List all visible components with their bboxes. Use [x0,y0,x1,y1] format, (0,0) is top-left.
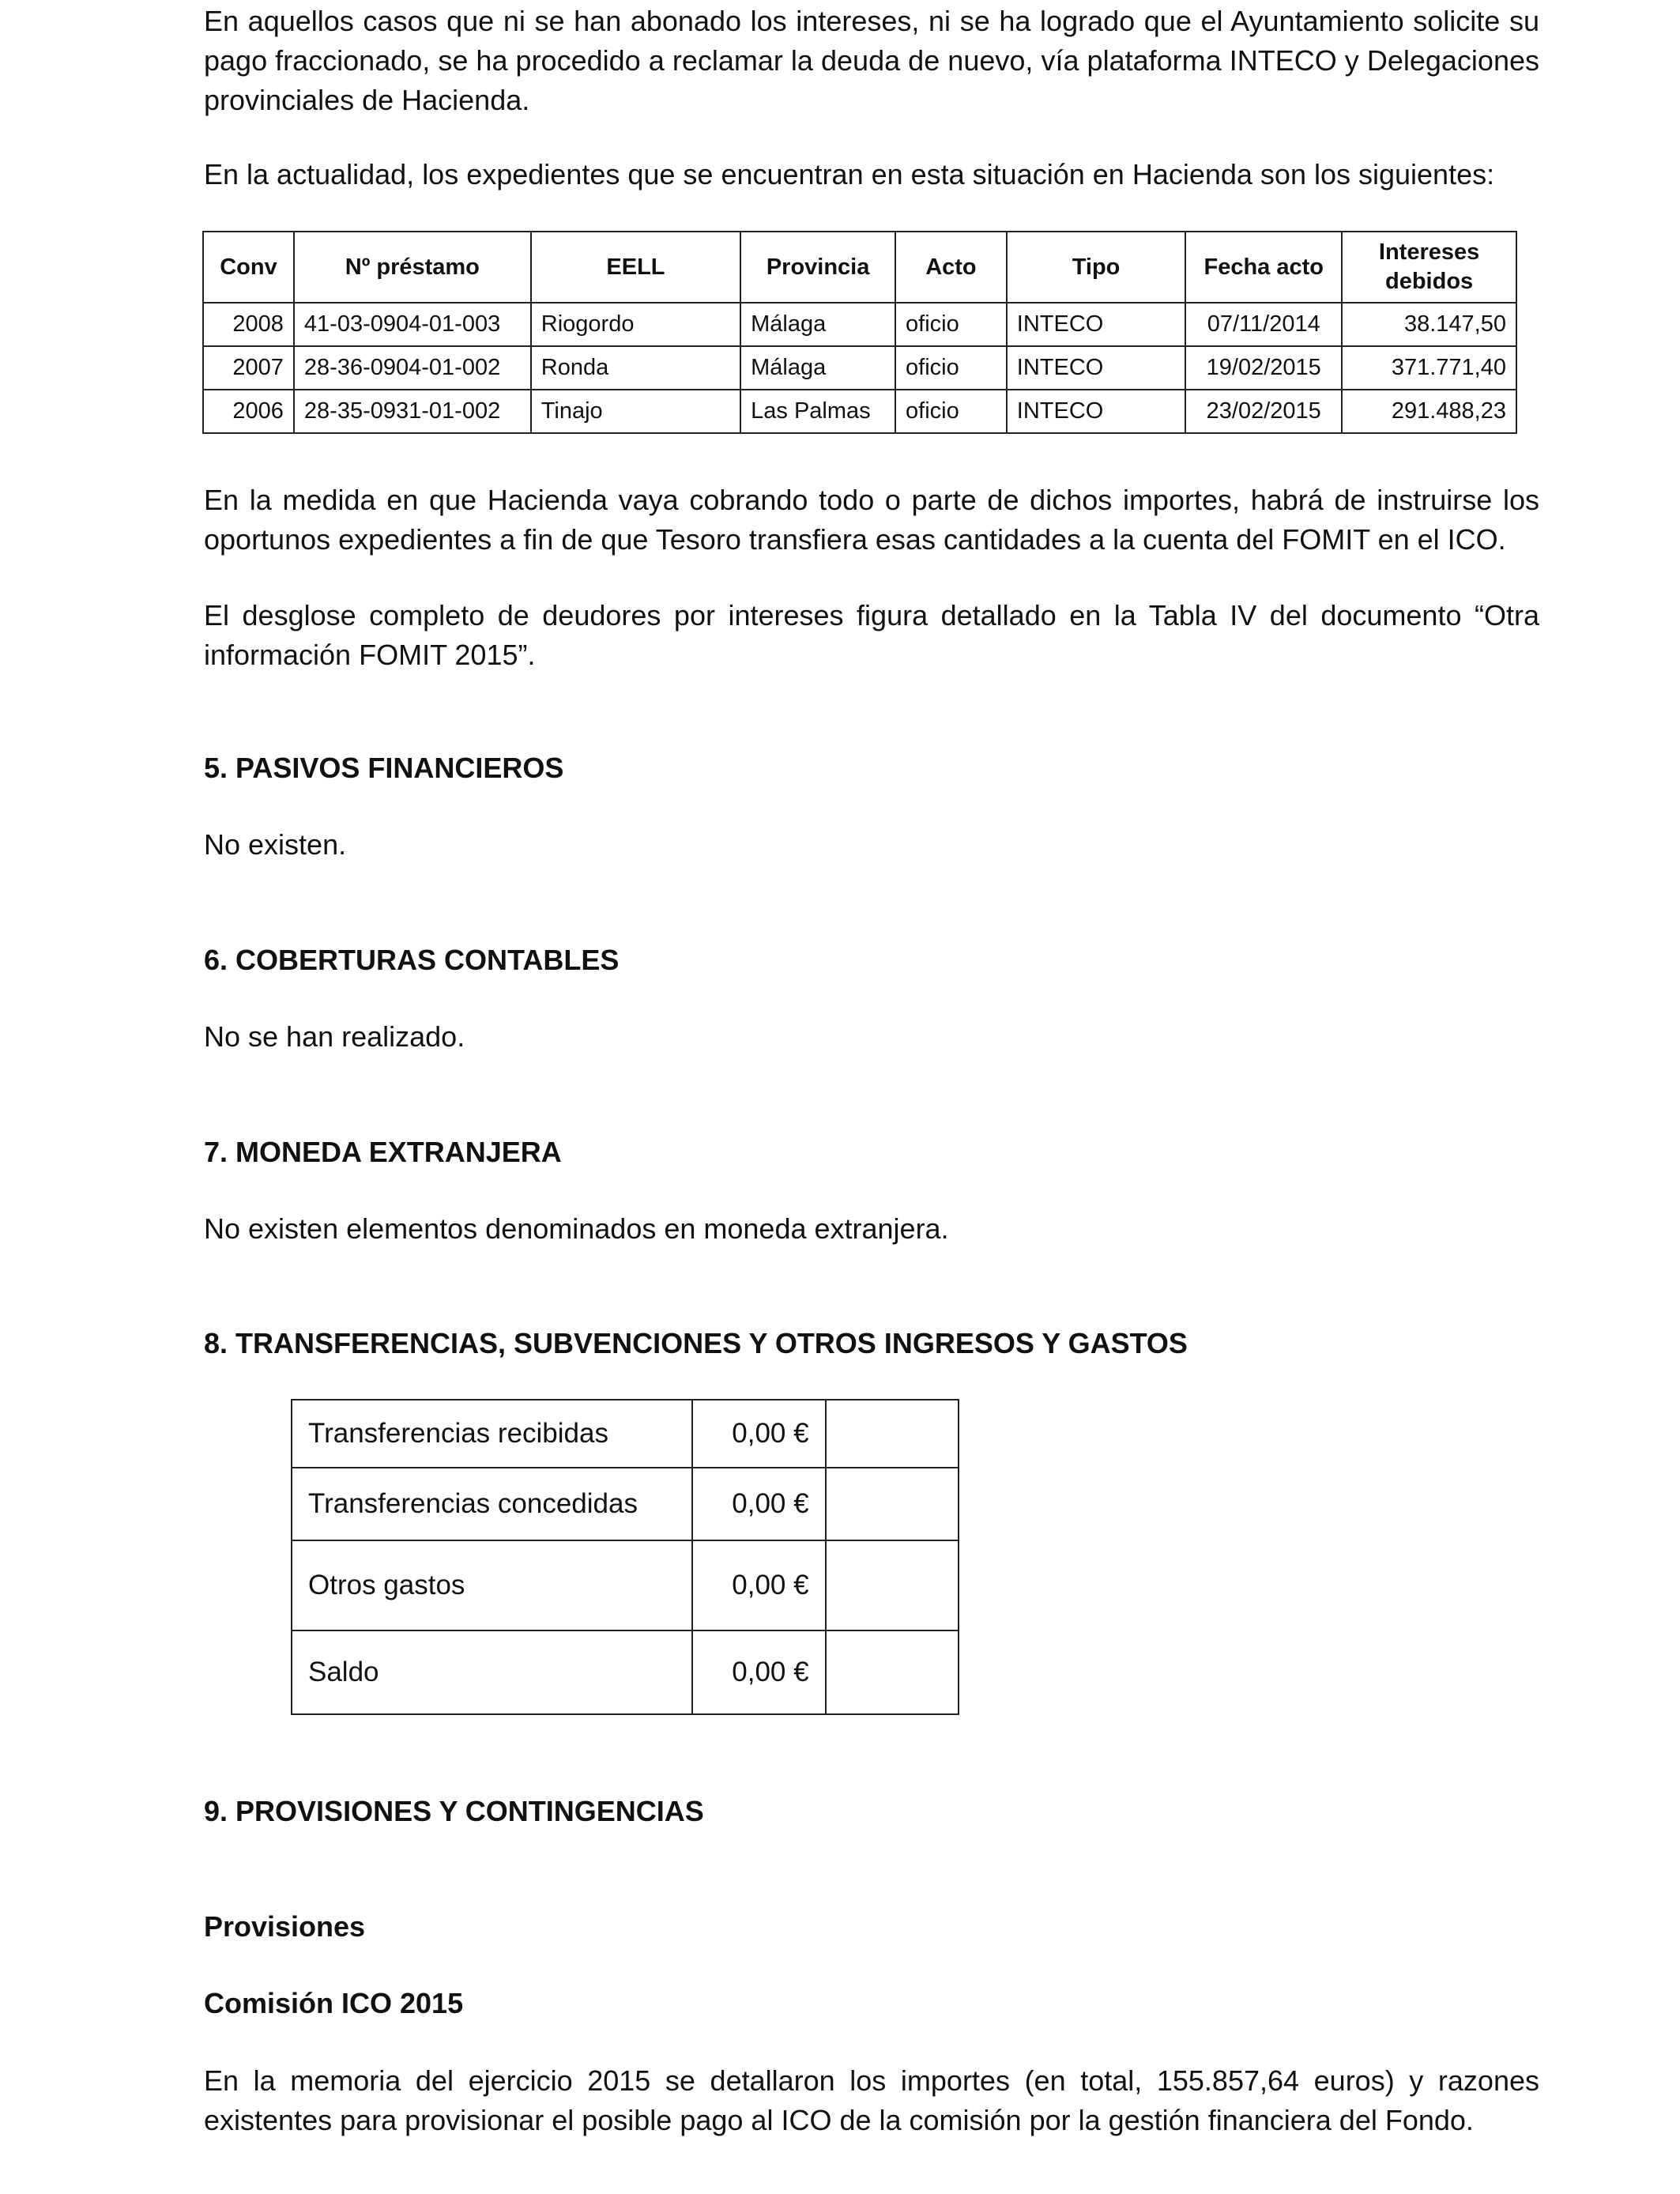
cell-eell: Tinajo [531,390,740,433]
table-row [292,1540,959,1630]
cell-prestamo: 28-36-0904-01-002 [294,346,531,390]
heading-transferencias: 8. TRANSFERENCIAS, SUBVENCIONES Y OTROS INGRESOS Y GASTOS [204,1327,1188,1359]
cell-provincia: Las Palmas [740,390,895,433]
heading-coberturas-contables: 6. COBERTURAS CONTABLES [204,944,620,976]
paragraph-memoria-2015: En la memoria del ejercicio 2015 se detallaron los importes (en total, 155.857,64 euros) y razones existentes para provisionar el posible pago al ICO de la comisión por la gestión financiera del Fondo. [204,2064,1539,2136]
heading-comision-ico: Comisión ICO 2015 [204,1987,464,2019]
cell-acto: oficio [895,346,1007,390]
heading-moneda-extranjera: 7. MONEDA EXTRANJERA [204,1136,562,1168]
paragraph-pasivos: No existen. [204,828,347,861]
cell-prestamo: 41-03-0904-01-003 [294,303,531,346]
transfer-extra [826,1540,959,1630]
cell-eell: Ronda [531,346,740,390]
cell-fecha: 23/02/2015 [1185,390,1342,433]
transfer-label: Otros gastos [292,1540,692,1630]
cell-provincia: Málaga [740,346,895,390]
transfer-extra [826,1400,959,1468]
cell-conv: 2007 [203,346,294,390]
cell-conv: 2006 [203,390,294,433]
transfer-label: Transferencias recibidas [292,1400,692,1468]
header-tipo: Tipo [1007,232,1186,303]
cell-fecha: 07/11/2014 [1185,303,1342,346]
cell-intereses: 371.771,40 [1342,346,1516,390]
table-row [203,346,1516,390]
header-eell: EELL [531,232,740,303]
transfer-extra [826,1468,959,1540]
transfers-table [291,1399,959,1715]
transfer-amount: 0,00 € [692,1400,826,1468]
transfer-amount: 0,00 € [692,1630,826,1714]
table-row [292,1400,959,1468]
cell-eell: Riogordo [531,303,740,346]
paragraph-desglose: El desglose completo de deudores por intereses figura detallado en la Tabla IV del documento “Otra información FOMIT 2015”. [204,599,1539,671]
header-prestamo: Nº préstamo [294,232,531,303]
table-row [203,303,1516,346]
cell-tipo: INTECO [1007,303,1186,346]
header-conv: Conv [203,232,294,303]
table-row [203,390,1516,433]
header-provincia: Provincia [740,232,895,303]
cell-acto: oficio [895,303,1007,346]
table-row [292,1468,959,1540]
paragraph-actualidad: En la actualidad, los expedientes que se encuentran en esta situación en Hacienda son los siguientes: [204,158,1495,190]
cell-provincia: Málaga [740,303,895,346]
header-intereses-debidos: Intereses debidos [1342,232,1516,303]
heading-provisiones: Provisiones [204,1910,366,1943]
cell-intereses: 38.147,50 [1342,303,1516,346]
paragraph-coberturas: No se han realizado. [204,1020,465,1053]
loans-table [202,231,1517,434]
cell-conv: 2008 [203,303,294,346]
cell-tipo: INTECO [1007,346,1186,390]
paragraph-reclamacion: En aquellos casos que ni se han abonado los intereses, ni se ha logrado que el Ayuntamiento solicite su pago fraccionado, se ha procedido a reclamar la deuda de nuevo, vía plataforma INTECO y Delegaciones provinciales de Hacienda. [204,5,1539,116]
cell-acto: oficio [895,390,1007,433]
cell-prestamo: 28-35-0931-01-002 [294,390,531,433]
transfer-amount: 0,00 € [692,1468,826,1540]
cell-intereses: 291.488,23 [1342,390,1516,433]
header-fecha-acto: Fecha acto [1185,232,1342,303]
transfer-extra [826,1630,959,1714]
heading-pasivos-financieros: 5. PASIVOS FINANCIEROS [204,752,564,784]
paragraph-hacienda-cobrando: En la medida en que Hacienda vaya cobrando todo o parte de dichos importes, habrá de instruirse los oportunos expedientes a fin de que Tesoro transfiera esas cantidades a la cuenta del FOMIT en el ICO. [204,484,1539,556]
transfer-amount: 0,00 € [692,1540,826,1630]
paragraph-moneda: No existen elementos denominados en moneda extranjera. [204,1212,949,1245]
loans-header-row [203,232,1516,303]
cell-fecha: 19/02/2015 [1185,346,1342,390]
transfer-label: Transferencias concedidas [292,1468,692,1540]
cell-tipo: INTECO [1007,390,1186,433]
heading-provisiones-contingencias: 9. PROVISIONES Y CONTINGENCIAS [204,1795,704,1827]
table-row [292,1630,959,1714]
header-acto: Acto [895,232,1007,303]
transfer-label: Saldo [292,1630,692,1714]
